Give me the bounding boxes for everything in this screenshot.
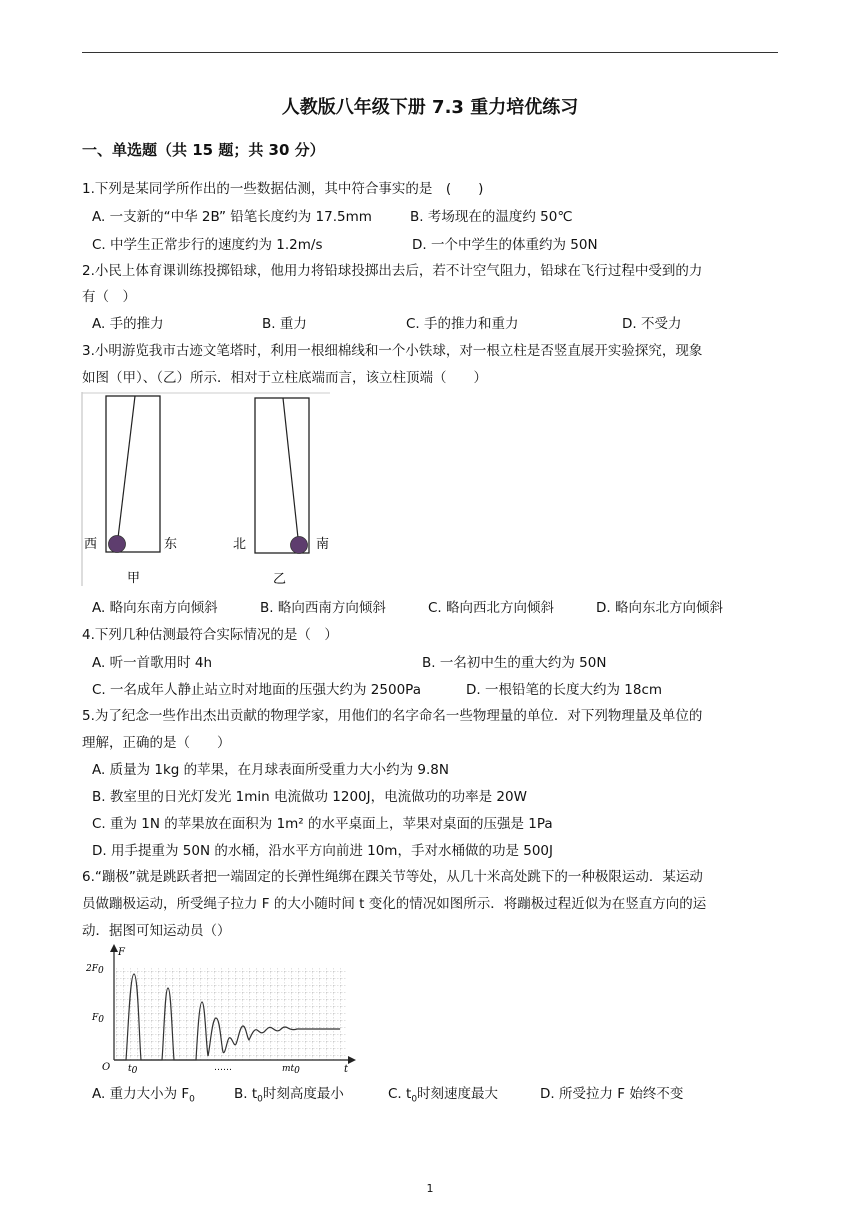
label-north: 北 [233,537,247,552]
plumb-bob-jia [109,536,126,553]
tick-label-f0: F0 [92,1013,104,1025]
question-6-stem-line1: 6.“蹦极”就是跳跃者把一端固定的长弹性绳绑在踝关节等处，从几十米高处跳下的一种极限运动．某运动 [82,869,703,885]
section-heading: 一、单选题（共 15 题；共 30 分） [82,141,325,159]
question-2-stem-line1: 2.小民上体育课训练投掷铅球，他用力将铅球投掷出去后，若不计空气阻力，铅球在飞行过程中受到的力 [82,263,703,279]
q6-option-b: B. $t_0$时刻高度最小 [234,1086,344,1105]
axis-label-f: F [118,947,125,958]
plumb-string-yi [283,398,298,538]
q5-option-b: B. 教室里的日光灯发光 1min 电流做功 1200J，电流做功的功率是 20W [92,789,527,805]
question-4-stem: 4.下列几种估测最符合实际情况的是（ ） [82,627,338,643]
header-rule [82,52,778,53]
q2-option-c: C. 手的推力和重力 [406,316,519,332]
label-yi: 乙 [273,572,287,587]
q3-option-b: B. 略向西南方向倾斜 [260,600,386,616]
q1-option-d: D. 一个中学生的体重约为 50N [412,237,598,253]
question-6-stem-line2: 员做蹦极运动，所受绳子拉力 F 的大小随时间 t 变化的情况如图所示．将蹦极过程近似为在竖直方向的运 [82,896,707,912]
plumb-line-figure [80,390,340,590]
question-2-stem-line2: 有（ ） [82,289,136,305]
q4-option-c: C. 一名成年人静止站立时对地面的压强大约为 2500Pa [92,682,421,698]
q3-option-d: D. 略向东北方向倾斜 [596,600,723,616]
origin-label: O [102,1062,111,1073]
page-number: 1 [426,1182,434,1195]
tick-ellipsis: …… [214,1063,232,1073]
q1-option-a: A. 一支新的“中华 2B” 铅笔长度约为 17.5mm [92,209,372,225]
label-east: 东 [164,537,178,552]
q3-option-c: C. 略向西北方向倾斜 [428,600,555,616]
tick-label-t0: t0 [128,1064,138,1074]
plumb-string-jia [118,396,135,538]
q5-option-a: A. 质量为 1kg 的苹果，在月球表面所受重力大小约为 9.8N [92,762,449,778]
force-time-graph [82,944,362,1074]
pillar-jia [106,396,160,552]
q4-option-a: A. 听一首歌用时 4h [92,655,213,671]
q6-option-a: A. 重力大小为 $F_0$ [92,1086,195,1105]
label-west: 西 [84,537,98,552]
question-1-stem: 1.下列是某同学所作出的一些数据估测，其中符合事实的是 ( ) [82,181,484,197]
q5-option-c: C. 重为 1N 的苹果放在面积为 1m² 的水平桌面上，苹果对桌面的压强是 1Pa [92,816,553,832]
q2-option-a: A. 手的推力 [92,316,164,332]
q4-option-b: B. 一名初中生的重大约为 50N [422,655,607,671]
q4-option-d: D. 一根铅笔的长度大约为 18cm [466,682,663,698]
q6-option-d: D. 所受拉力 F 始终不变 [540,1086,684,1102]
tick-label-mt0: mt0 [282,1064,300,1074]
q1-option-c: C. 中学生正常步行的速度约为 1.2m/s [92,237,323,253]
question-6-stem-line3: 动．据图可知运动员（） [82,923,231,939]
t-axis-arrow [348,1056,356,1064]
page-title: 人教版八年级下册 7.3 重力培优练习 [281,97,579,118]
q2-option-d: D. 不受力 [622,316,682,332]
f-axis-arrow [110,944,118,952]
q5-option-d: D. 用手提重为 50N 的水桶，沿水平方向前进 10m，手对水桶做的功是 500J [92,843,553,859]
question-5-stem-line2: 理解，正确的是（ ） [82,735,231,751]
axis-label-t: t [344,1064,349,1074]
label-south: 南 [316,537,330,552]
question-5-stem-line1: 5.为了纪念一些作出杰出贡献的物理学家，用他们的名字命名一些物理量的单位．对下列物理量及单位的 [82,708,703,724]
tick-label-2f0: 2F0 [86,964,104,976]
q6-option-c: C. $t_0$时刻速度最大 [388,1086,499,1105]
q3-option-a: A. 略向东南方向倾斜 [92,600,218,616]
q2-option-b: B. 重力 [262,316,307,332]
pillar-yi [255,398,309,553]
plumb-bob-yi [291,537,308,554]
question-3-stem-line2: 如图（甲）、（乙）所示．相对于立柱底端而言，该立柱顶端（ ） [82,370,487,386]
label-jia: 甲 [127,571,141,586]
graph-grid [114,968,346,1060]
q1-option-b: B. 考场现在的温度约 50℃ [410,209,573,225]
question-3-stem-line1: 3.小明游览我市古迹文笔塔时，利用一根细棉线和一个小铁球，对一根立柱是否竖直展开实验探究，现象 [82,343,703,359]
